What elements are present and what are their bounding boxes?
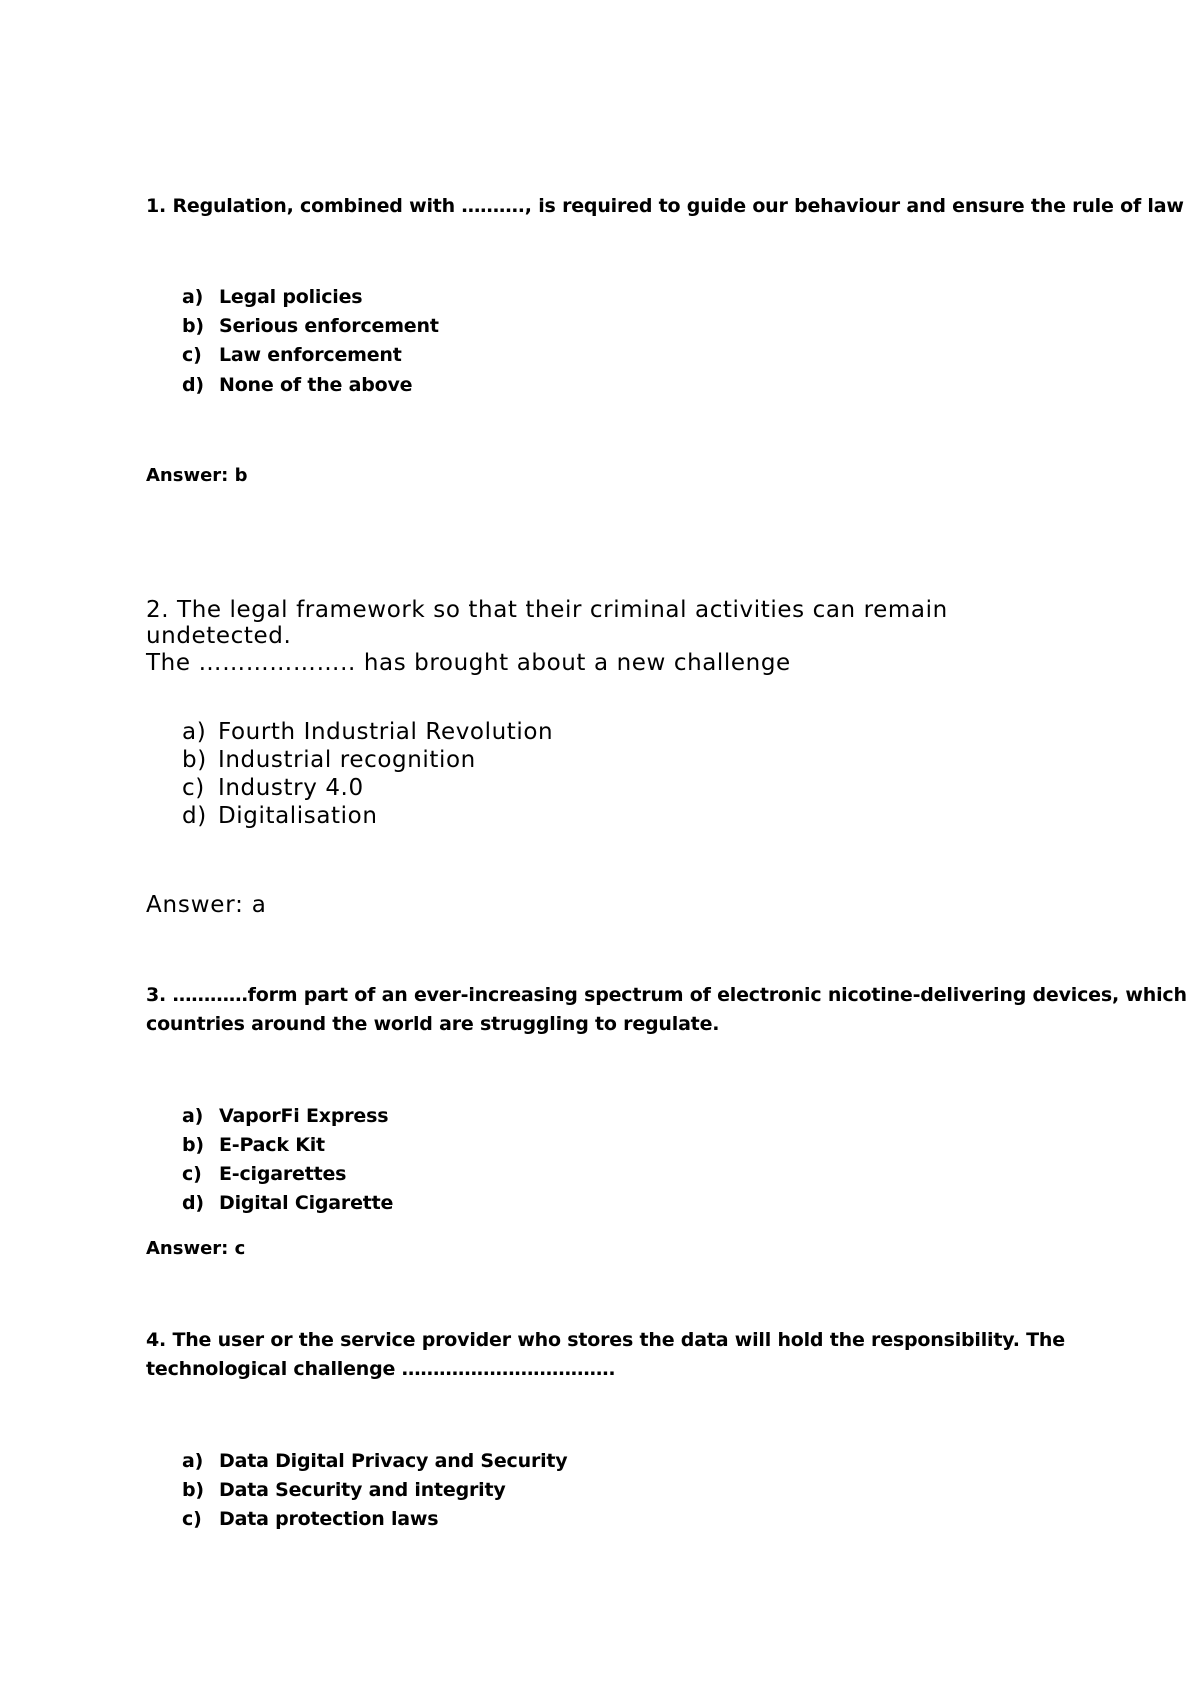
option-text: None of the above [219, 374, 413, 396]
option-text: Data Security and integrity [219, 1479, 506, 1501]
question-3-option-a [182, 1105, 388, 1127]
option-text: Data Digital Privacy and Security [219, 1450, 568, 1472]
question-4-option-b [182, 1479, 506, 1501]
option-letter: d) [182, 374, 204, 396]
question-2-option-c [182, 775, 364, 801]
option-text: Serious enforcement [219, 315, 439, 337]
question-2-text-line-1: 2. The legal framework so that their criminal activities can remain [146, 597, 948, 623]
option-text: Fourth Industrial Revolution [218, 719, 554, 745]
option-text: Legal policies [219, 286, 363, 308]
option-text: E-cigarettes [219, 1163, 347, 1185]
question-1-text: 1. Regulation, combined with ………., is required to guide our behaviour and ensure the rule of law [146, 195, 1184, 217]
option-letter: c) [182, 1508, 202, 1530]
question-2-option-a [182, 719, 553, 745]
option-letter: d) [182, 803, 207, 829]
option-letter: a) [182, 286, 204, 308]
question-4-text-line-2: technological challenge ……………………………. [146, 1358, 616, 1380]
option-text: Industrial recognition [218, 747, 476, 773]
option-letter: b) [182, 1134, 204, 1156]
option-letter: b) [182, 747, 207, 773]
option-letter: c) [182, 344, 202, 366]
question-1-option-b [182, 315, 439, 337]
option-letter: c) [182, 1163, 202, 1185]
question-1-option-c [182, 344, 402, 366]
question-4-text-line-1: 4. The user or the service provider who stores the data will hold the responsibility. The [146, 1329, 1065, 1351]
option-text: Industry 4.0 [218, 775, 364, 801]
question-1-option-d [182, 374, 412, 396]
question-2-answer: Answer: a [146, 892, 267, 918]
question-3-text-line-1: 3. …………form part of an ever-increasing spectrum of electronic nicotine-delivering devices, which [146, 984, 1187, 1006]
option-text: VaporFi Express [219, 1105, 389, 1127]
option-letter: c) [182, 775, 205, 801]
question-3-option-c [182, 1163, 346, 1185]
option-letter: d) [182, 1192, 204, 1214]
option-letter: b) [182, 1479, 204, 1501]
option-letter: a) [182, 1450, 204, 1472]
option-letter: a) [182, 1105, 204, 1127]
option-text: E-Pack Kit [219, 1134, 325, 1156]
question-2-option-d [182, 803, 378, 829]
question-3-option-b [182, 1134, 325, 1156]
question-4-option-c [182, 1508, 438, 1530]
option-text: Data protection laws [219, 1508, 439, 1530]
question-3-option-d [182, 1192, 393, 1214]
option-text: Digitalisation [218, 803, 378, 829]
question-2-text-line-3: The ……………….. has brought about a new challenge [146, 650, 791, 676]
question-1-answer: Answer: b [146, 465, 248, 486]
question-1-option-a [182, 286, 362, 308]
option-text: Law enforcement [219, 344, 402, 366]
question-2-text-line-2: undetected. [146, 623, 292, 649]
option-letter: a) [182, 719, 207, 745]
option-letter: b) [182, 315, 204, 337]
question-2-option-b [182, 747, 476, 773]
question-3-text-line-2: countries around the world are struggling to regulate. [146, 1013, 720, 1035]
question-4-option-a [182, 1450, 568, 1472]
question-3-answer: Answer: c [146, 1238, 246, 1259]
option-text: Digital Cigarette [219, 1192, 394, 1214]
